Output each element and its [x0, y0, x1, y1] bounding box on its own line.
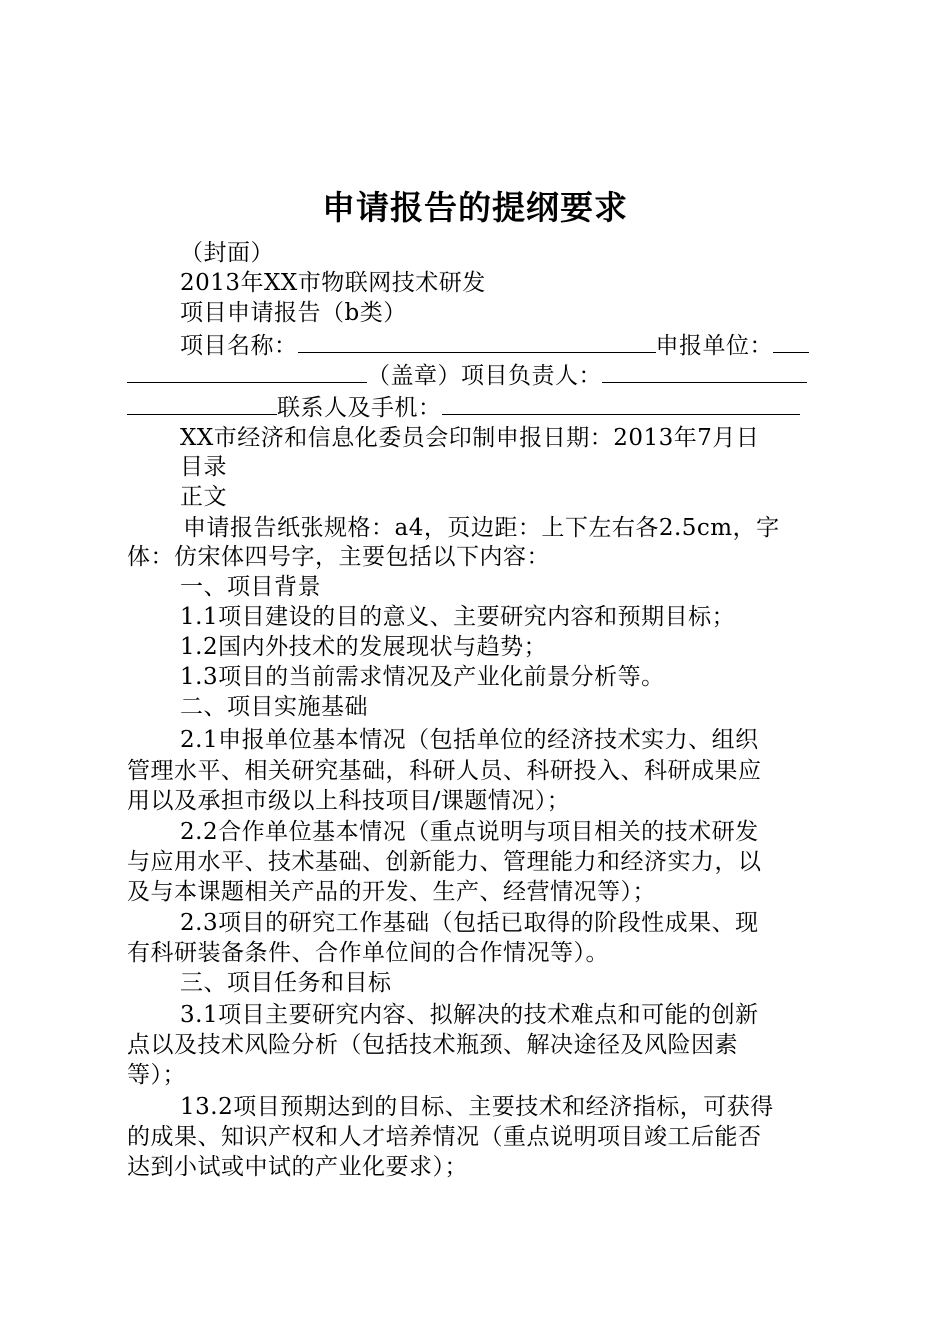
- item-1-2: 1.2国内外技术的发展现状与趋势；: [180, 634, 548, 660]
- section-2-heading: 二、项目实施基础: [180, 694, 368, 720]
- format-line-2: 体：仿宋体四号字，主要包括以下内容：: [127, 544, 550, 570]
- leader-blank: [602, 360, 807, 383]
- applicant-unit-blank: [773, 330, 809, 353]
- contact-label: 联系人及手机：: [277, 395, 442, 421]
- cover-line-2: 项目申请报告（b类）: [180, 300, 407, 326]
- item-2-1-line-3: 用以及承担市级以上科技项目/课题情况）；: [127, 788, 571, 814]
- item-3-1-line-3: 等）；: [127, 1062, 186, 1088]
- item-2-1-line-1: 2.1申报单位基本情况（包括单位的经济技术实力、组织: [180, 727, 759, 753]
- project-name-label: 项目名称：: [180, 333, 298, 359]
- item-3-2-line-1: 13.2项目预期达到的目标、主要技术和经济指标，可获得: [180, 1094, 774, 1120]
- applicant-unit-blank-cont: [127, 360, 367, 383]
- item-3-2-line-2: 的成果、知识产权和人才培养情况（重点说明项目竣工后能否: [127, 1124, 762, 1150]
- section-1-heading: 一、项目背景: [180, 574, 321, 600]
- contact-row: [127, 392, 800, 423]
- leader-blank-cont: [127, 392, 277, 415]
- item-2-2-line-1: 2.2合作单位基本情况（重点说明与项目相关的技术研发: [180, 819, 759, 845]
- item-2-2-line-2: 与应用水平、技术基础、创新能力、管理能力和经济实力，以: [127, 849, 762, 875]
- applicant-unit-label: 申报单位：: [655, 333, 773, 359]
- item-2-2-line-3: 及与本课题相关产品的开发、生产、经营情况等）；: [127, 879, 656, 905]
- item-1-3: 1.3项目的当前需求情况及产业化前景分析等。: [180, 664, 665, 690]
- toc-heading: 目录: [180, 454, 227, 480]
- seal-leader-row: [127, 360, 807, 391]
- item-2-3-line-1: 2.3项目的研究工作基础（包括已取得的阶段性成果、现: [180, 910, 759, 936]
- cover-line-1: 2013年XX市物联网技术研发: [180, 270, 486, 296]
- section-3-heading: 三、项目任务和目标: [180, 970, 392, 996]
- issuer-date-line: XX市经济和信息化委员会印制申报日期：2013年7月日: [180, 425, 760, 451]
- item-2-3-line-2: 有科研装备条件、合作单位间的合作情况等）。: [127, 940, 609, 966]
- item-1-1: 1.1项目建设的目的意义、主要研究内容和预期目标；: [180, 604, 736, 630]
- project-name-blank: [298, 330, 656, 353]
- item-3-2-line-3: 达到小试或中试的产业化要求）；: [127, 1154, 468, 1180]
- cover-label: （封面）: [180, 240, 274, 266]
- seal-leader-label: （盖章）项目负责人：: [367, 363, 602, 389]
- format-line-1: 申请报告纸张规格：a4，页边距：上下左右各2.5cm，字: [183, 515, 780, 541]
- item-3-1-line-1: 3.1项目主要研究内容、拟解决的技术难点和可能的创新: [180, 1002, 759, 1028]
- item-2-1-line-2: 管理水平、相关研究基础，科研人员、科研投入、科研成果应: [127, 758, 762, 784]
- project-name-row: [180, 330, 809, 361]
- contact-blank: [442, 392, 800, 415]
- item-3-1-line-2: 点以及技术风险分析（包括技术瓶颈、解决途径及风险因素: [127, 1032, 738, 1058]
- document-title: 申请报告的提纲要求: [322, 188, 628, 227]
- body-heading: 正文: [180, 484, 227, 510]
